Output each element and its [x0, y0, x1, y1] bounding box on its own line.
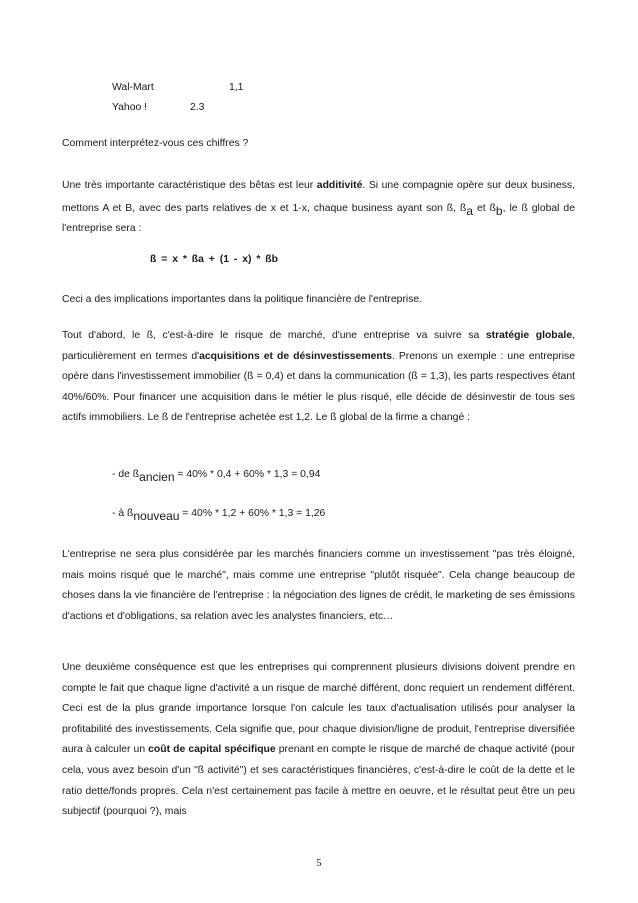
- beta-value: 1,1: [229, 82, 244, 93]
- bold-term: additivité: [316, 180, 363, 191]
- page-number: 5: [316, 858, 322, 869]
- bold-term: coût de capital spécifique: [148, 744, 276, 756]
- bold-term: acquisitions et de désinvestissements: [199, 350, 392, 362]
- paragraph-divisions: Une deuxième conséquence est que les entreprises qui comprennent plusieurs divisions doivent prendre en compte le fait que chaque ligne d'activité a un risque de marché différent, donc requiert un rendement différent. Ceci est de la plus grande importance lorsque l'on calcule les taux d'actualisation utilisés pour analyser la profitabilité des investissements. Cela signifie que, pour chaque division/ligne de produit, l'entreprise diversifiée aura à calculer un coût de capital spécifique prenant en compte le risque de marché de chaque activité (pour cela, vous avez besoin d'un "ß activité") et ses caractéristiques financières, c'est-à-dire le coût de la dette et le ratio dette/fonds propres. Cela n'est certainement pas facile à mettre en oeuvre, et le résultat peut être un peu subjectif (pourquoi ?), mais: [62, 662, 575, 818]
- beta-value: 2.3: [190, 102, 205, 113]
- table-row: [112, 101, 147, 115]
- company-name: Wal-Mart: [112, 82, 154, 93]
- paragraph-additivity: Une très importante caractéristique des bêtas est leur additivité. Si une compagnie opère sur deux business, mettons A et B, avec des parts relatives de x et 1-x, chaque business ayant son ß, ßa et ßb, le ß global de l'entreprise sera :: [62, 180, 575, 235]
- bold-term: stratégie globale: [485, 330, 573, 341]
- paragraph-strategy: Tout d'abord, le ß, c'est-à-dire le risque de marché, d'une entreprise va suivre sa stratégie globale, particulièrement en termes d'acquisitions et de désinvestissements. Prenons un exemple : une entreprise opère dans l'investissement immobilier (ß = 0,4) et dans la communication (ß = 1,3), les parts respectives étant 40%/60%. Pour financer une acquisition dans le métier le plus risqué, elle décide de désinvestir de tous ses actifs immobiliers. Le ß de l'entreprise achetée est 1,2. Le ß global de la firme a changé :: [62, 330, 575, 424]
- question-text: Comment interprétez-vous ces chiffres ?: [62, 138, 249, 149]
- calc-old-beta: - de ßancien = 40% * 0,4 + 60% * 1,3 = 0,94: [112, 469, 321, 484]
- calc-new-beta: - à ßnouveau = 40% * 1,2 + 60% * 1,3 = 1,26: [112, 508, 326, 523]
- beta-formula: ß = x * ßa + (1 - x) * ßb: [150, 254, 278, 265]
- paragraph-implications: Ceci a des implications importantes dans la politique financière de l'entreprise.: [62, 294, 423, 305]
- paragraph-market-perception: L'entreprise ne sera plus considérée par les marchés financiers comme un investissement "pas très éloigné, mais moins risqué que le marché", mais comme une entreprise "plutôt risquée". Cela change beaucoup de choses dans la vie financière de l'entreprise : la négociation des lignes de crédit, le marketing de ses émissions d'actions et d'obligations, sa relation avec les analystes financiers, etc…: [62, 549, 575, 622]
- table-row: [112, 81, 154, 95]
- company-name: Yahoo !: [112, 102, 148, 113]
